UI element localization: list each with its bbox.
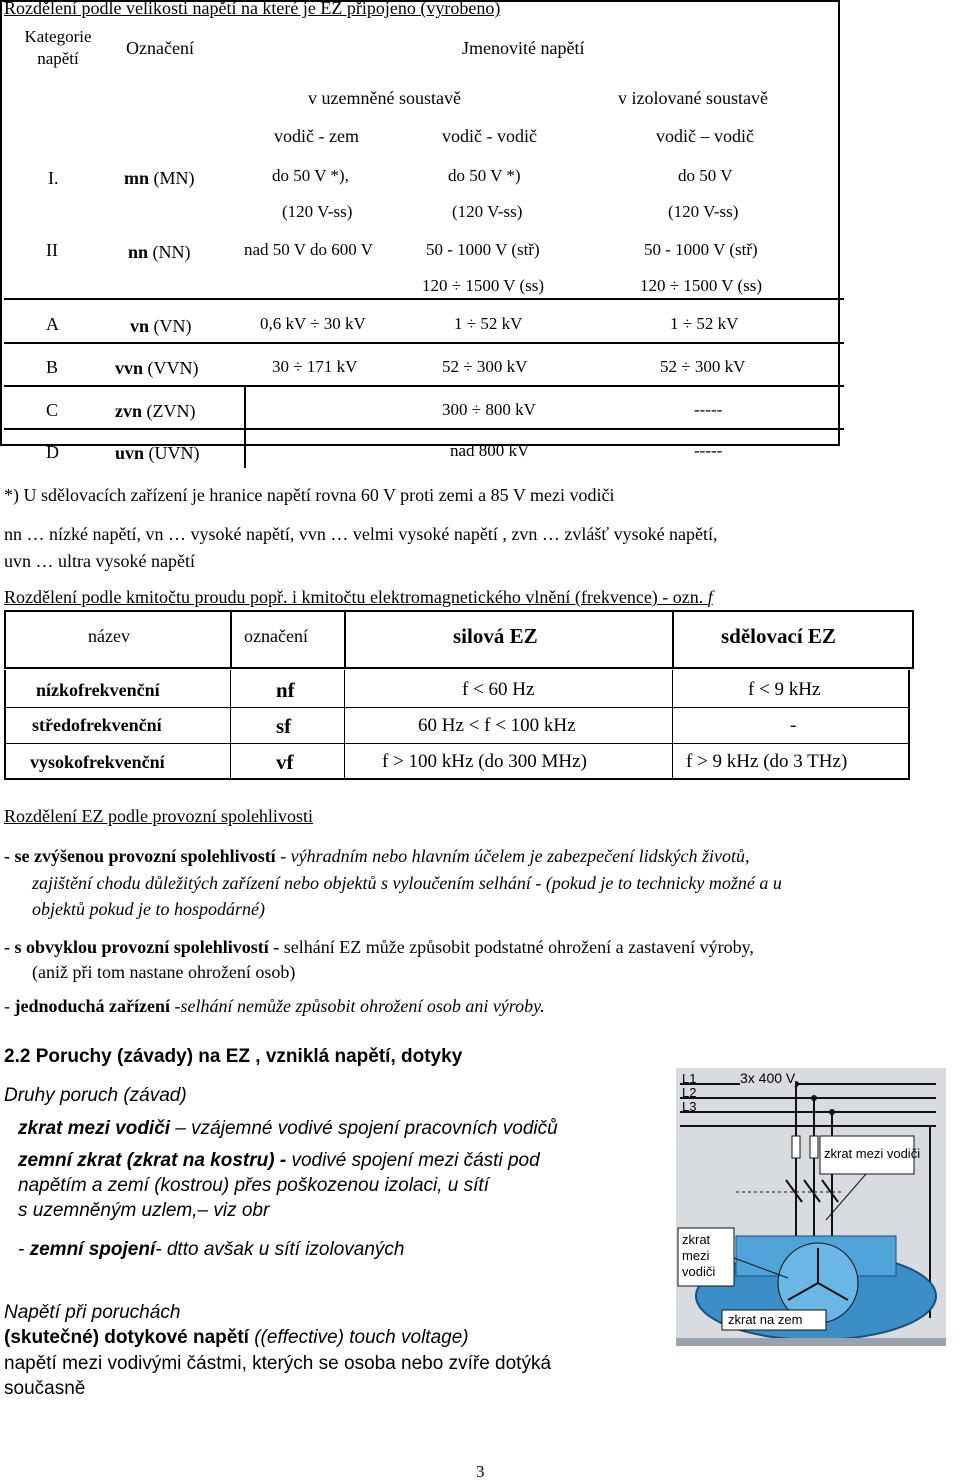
table-divider (344, 670, 345, 780)
row-designation (130, 316, 192, 337)
freq-row-name: nízkofrekvenční (36, 680, 160, 700)
row-category: II (46, 240, 58, 260)
table-divider (672, 670, 673, 780)
reliability-increased (4, 846, 750, 867)
table-divider (4, 610, 6, 668)
table-divider (672, 610, 674, 668)
reliability-increased-text: - výhradním nebo hlavním účelem je zabezpečení lidských životů, (275, 846, 750, 866)
header-wire-wire: vodič - vodič (442, 126, 537, 146)
floor (676, 1338, 946, 1346)
touch-voltage-english: ((effective) touch voltage) (248, 1327, 469, 1348)
cell-grounded-wire-wire: nad 800 kV (450, 441, 530, 460)
cell-isolated: ----- (694, 441, 723, 460)
row-category: I. (48, 168, 59, 188)
fault-short-circuit (18, 1118, 558, 1140)
section-title-frequency-symbol: f (707, 587, 713, 607)
footnote: *) U sdělovacích zařízení je hranice napětí rovna 60 V proti zemi a 85 V mezi vodiči (4, 485, 615, 505)
figure-ground-label: zkrat na zem (728, 1312, 803, 1327)
fault-earth-short-label: zemní zkrat (zkrat na kostru) - (18, 1150, 287, 1171)
row-category: C (46, 400, 59, 420)
table-divider (4, 385, 844, 387)
fault-ground-label: zemní spojení (29, 1239, 156, 1260)
fault-ground-dash: - (18, 1239, 30, 1260)
table-divider (4, 342, 844, 344)
fault-ground-text: - dtto avšak u sítí izolovaných (155, 1239, 405, 1260)
row-category: D (46, 442, 59, 462)
row-abbr: zvn (115, 401, 142, 421)
page-number: 3 (476, 1462, 485, 1481)
row-designation (124, 168, 195, 189)
earth-fault-figure (676, 1068, 946, 1346)
voltage-category-table (0, 0, 840, 446)
table-divider (4, 778, 910, 780)
reliability-increased-label: - se zvýšenou provozní spolehlivostí (4, 846, 276, 866)
row-category: B (46, 357, 59, 377)
row-designation (128, 242, 191, 263)
freq-row-telecom: - (790, 715, 797, 736)
cell-grounded-wire-ground: 0,6 kV ÷ 30 kV (260, 314, 366, 333)
fault-short-circuit-text: – vzájemné vodivé spojení pracovních vodičů (170, 1118, 558, 1139)
cell-grounded-wire-ground: do 50 V *), (272, 166, 349, 185)
header-grounded-system: v uzemněné soustavě (308, 88, 461, 108)
cell-isolated-dc: 120 ÷ 1500 V (ss) (640, 276, 763, 295)
cell-grounded-wire-wire: 52 ÷ 300 kV (442, 357, 528, 376)
figure-l2-label: L2 (682, 1085, 697, 1100)
row-category: A (46, 314, 59, 334)
fault-earth-short-text: vodivé spojení mezi části pod (286, 1150, 540, 1171)
abbreviations-line-2: uvn … ultra vysoké napětí (4, 551, 195, 571)
row-code: (UVN) (148, 443, 200, 463)
section-title-voltage: Rozdělení podle velikosti napětí na které je EZ připojeno (vyrobeno) (4, 0, 501, 18)
section-title-faults: 2.2 Poruchy (závady) na EZ , vzniklá napětí, dotyky (4, 1046, 463, 1067)
header-isolated-system: v izolované soustavě (618, 88, 768, 108)
header-category (8, 26, 108, 70)
row-designation (115, 358, 199, 379)
freq-header-power: silová EZ (453, 624, 538, 648)
header-category-line2: napětí (37, 49, 79, 68)
row-code: (ZVN) (146, 401, 196, 421)
table-divider (908, 670, 910, 780)
cell-isolated: 1 ÷ 52 kV (670, 314, 739, 333)
cell-grounded-wire-ground: nad 50 V do 600 V (244, 240, 373, 259)
reliability-normal (4, 937, 754, 958)
row-code: (VVN) (147, 358, 199, 378)
freq-row-code: vf (276, 750, 294, 774)
freq-row-power: 60 Hz < f < 100 kHz (418, 715, 576, 736)
row-abbr: mn (124, 168, 150, 188)
freq-row-power: f > 100 kHz (do 300 MHz) (382, 751, 587, 772)
table-divider (4, 667, 914, 669)
cell-grounded-wire-wire: 50 - 1000 V (stř) (426, 240, 540, 259)
fault-earth-short-line2: napětím a zemí (kostrou) přes poškozenou izolaci, u sítí (18, 1175, 489, 1196)
reliability-normal-text: selhání EZ může způsobit podstatné ohrožení a zastavení výroby, (279, 937, 754, 957)
header-category-line1: Kategorie (24, 27, 92, 46)
table-divider (344, 610, 346, 668)
reliability-normal-label: - s obvyklou provozní spolehlivostí - (4, 937, 280, 957)
touch-voltage-label: (skutečné) dotykové napětí (4, 1327, 249, 1348)
cell-isolated: do 50 V (678, 166, 733, 185)
row-code: (MN) (153, 168, 195, 188)
touch-voltage-definition-line2: současně (4, 1378, 86, 1399)
abbreviations-line-1: nn … nízké napětí, vn … vysoké napětí, vvn … velmi vysoké napětí , zvn … zvlášť vysoké napětí, (4, 524, 718, 544)
row-abbr: nn (128, 242, 149, 262)
row-abbr: vvn (115, 358, 144, 378)
reliability-increased-line2: zajištění chodu důležitých zařízení nebo objektů s vyloučením selhání - (pokud je to technicky možné a u (32, 873, 782, 893)
freq-row-telecom: f < 9 kHz (748, 679, 821, 700)
figure-network-label: 3x 400 V (740, 1070, 796, 1086)
earth-fault-diagram (676, 1068, 946, 1346)
reliability-simple-dash: - (4, 996, 15, 1016)
fault-earth-short-line3: s uzemněným uzlem,– viz obr (18, 1200, 270, 1221)
table-divider (230, 670, 231, 780)
cell-isolated: 52 ÷ 300 kV (660, 357, 746, 376)
row-abbr: uvn (115, 443, 145, 463)
cell-grounded-wire-ground-dc: (120 V-ss) (282, 202, 353, 221)
fault-ground-connection (18, 1239, 404, 1261)
touch-voltage (4, 1327, 469, 1349)
reliability-normal-line2: (aniž při tom nastane ohrožení osob) (32, 962, 296, 982)
cell-grounded-wire-wire: 300 ÷ 800 kV (442, 400, 536, 419)
freq-header-telecom: sdělovací EZ (721, 624, 836, 648)
figure-wire-short-label-2: mezi (682, 1248, 710, 1263)
freq-row-name: vysokofrekvenční (30, 752, 165, 772)
table-divider (230, 610, 232, 668)
figure-l1-label: L1 (682, 1071, 697, 1086)
table-divider (244, 385, 246, 468)
section-title-frequency (4, 587, 713, 608)
figure-l3-label: L3 (682, 1099, 697, 1114)
freq-header-designation: označení (244, 626, 308, 646)
freq-row-telecom: f > 9 kHz (do 3 THz) (686, 751, 848, 772)
table-divider (912, 610, 914, 668)
row-designation (115, 443, 200, 464)
cell-isolated: ----- (694, 400, 723, 419)
table-divider (4, 298, 844, 300)
table-divider (4, 610, 914, 612)
cell-grounded-wire-ground: 30 ÷ 171 kV (272, 357, 358, 376)
cell-grounded-wire-wire: do 50 V *) (448, 166, 521, 185)
reliability-increased-line3: objektů pokud je to hospodárné) (32, 899, 265, 919)
table-divider (4, 428, 844, 430)
faults-heading: Druhy poruch (závad) (4, 1085, 187, 1106)
section-title-reliability: Rozdělení EZ podle provozní spolehlivosti (4, 806, 313, 826)
reliability-simple-text: -selhání nemůže způsobit ohrožení osob ani výroby. (170, 996, 545, 1016)
fault-earth-short (18, 1150, 540, 1172)
touch-voltage-definition: napětí mezi vodivými částmi, kterých se osoba nebo zvíře dotýká (4, 1353, 552, 1374)
cell-isolated: 50 - 1000 V (stř) (644, 240, 758, 259)
header-isolated-wire-wire: vodič – vodič (656, 126, 754, 146)
figure-fault-label: zkrat mezi vodiči (824, 1146, 921, 1161)
table-divider (4, 707, 910, 708)
header-nominal-voltage: Jmenovité napětí (462, 38, 585, 58)
row-code: (NN) (152, 242, 191, 262)
freq-header-name: název (88, 626, 130, 646)
fuse (792, 1136, 800, 1158)
row-code: (VN) (153, 316, 192, 336)
row-designation (115, 401, 195, 422)
freq-row-name: středofrekvenční (32, 715, 162, 735)
figure-wire-short-label-3: vodiči (682, 1264, 716, 1279)
cell-isolated-dc: (120 V-ss) (668, 202, 739, 221)
freq-row-code: nf (276, 678, 295, 702)
cell-grounded-wire-wire-dc: (120 V-ss) (452, 202, 523, 221)
table-divider (4, 743, 910, 744)
header-designation: Označení (126, 38, 194, 58)
figure-wire-short-label-1: zkrat (682, 1232, 711, 1247)
row-abbr: vn (130, 316, 150, 336)
reliability-simple (4, 996, 545, 1017)
fault-short-circuit-label: zkrat mezi vodiči (18, 1118, 171, 1139)
node (811, 1095, 817, 1101)
fuse (810, 1136, 818, 1158)
freq-row-power: f < 60 Hz (462, 679, 535, 700)
freq-row-code: sf (276, 714, 292, 738)
fault-voltages-heading: Napětí při poruchách (4, 1302, 181, 1323)
cell-grounded-wire-wire-dc: 120 ÷ 1500 V (ss) (422, 276, 545, 295)
section-title-frequency-text: Rozdělení podle kmitočtu proudu popř. i kmitočtu elektromagnetického vlnění (frekvence) - ozn. (4, 587, 708, 607)
header-wire-ground: vodič - zem (274, 126, 359, 146)
cell-grounded-wire-wire: 1 ÷ 52 kV (454, 314, 523, 333)
node (829, 1109, 835, 1115)
reliability-simple-label: jednoduchá zařízení (14, 996, 170, 1016)
table-divider (4, 670, 6, 780)
